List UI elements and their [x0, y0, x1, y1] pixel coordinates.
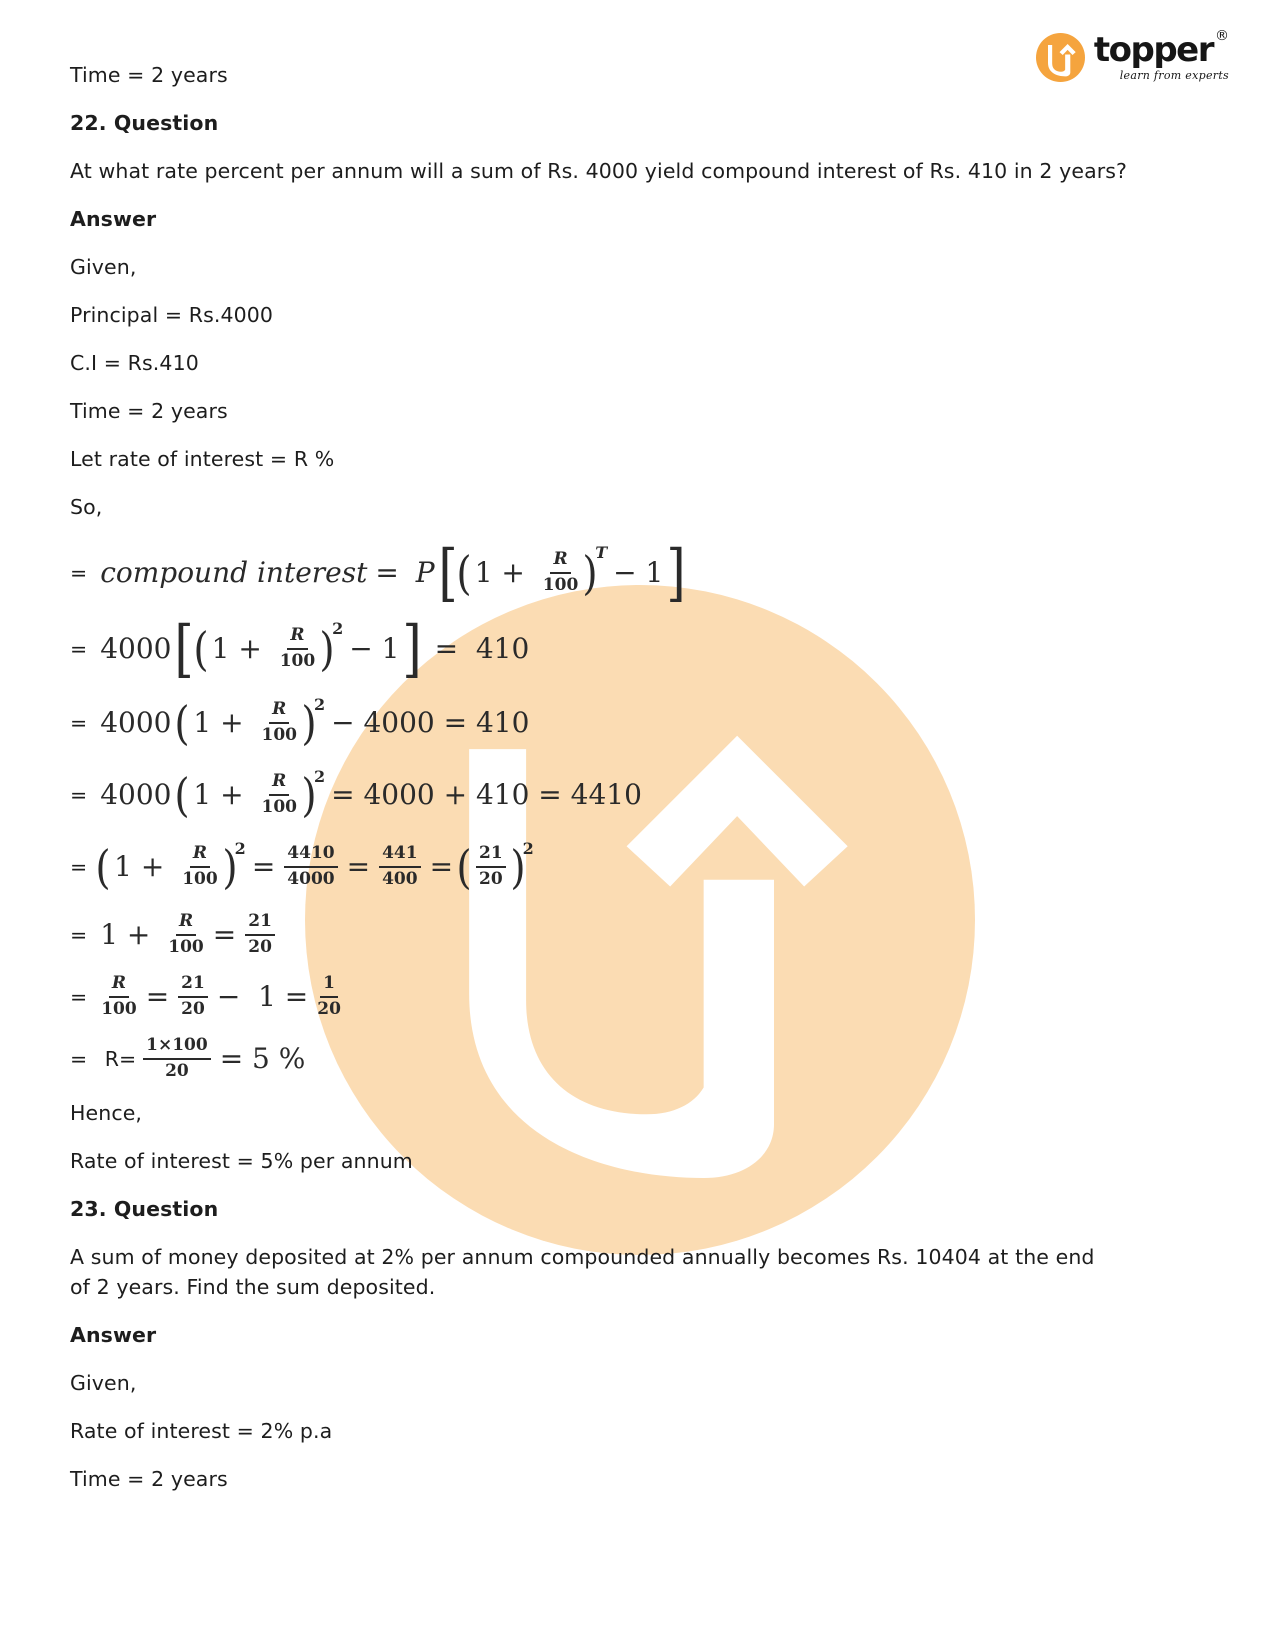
equation-line-6: = 1 + $\frac{R}{100}$ = $\frac{21}{20}$ [70, 910, 1205, 960]
equals-prefix: = [70, 985, 88, 1009]
answer-22-heading: Answer [70, 207, 157, 231]
fact-line-time-23: Time = 2 years [70, 1467, 228, 1491]
equation-line-3: = 4000 ( 1 + $\frac{R}{100}$ ) 2 − 4000 = 410 [70, 695, 530, 750]
fraction: $\frac{R}{100}$ [101, 973, 137, 1019]
equation-line-5: = ( 1 + $\frac{R}{100}$ ) 2 = $\frac{4410}{4000}$ = $\frac{441}{400}$ = ( 21 20 ) 2 [70, 839, 534, 894]
equals-prefix: = [70, 783, 88, 807]
answer-23-heading: Answer [70, 1323, 157, 1347]
brand-tagline: learn from experts [1119, 69, 1229, 82]
brand-row [1093, 28, 1229, 70]
fraction: $\frac{441}{400}$ [379, 844, 421, 889]
fact-line-principal: Principal = Rs.4000 [70, 303, 274, 327]
equals-prefix: = [70, 637, 88, 661]
fraction: $\frac{R}{100}$ [279, 625, 316, 671]
equals-prefix: = [70, 711, 88, 735]
registered-mark-icon: ® [1215, 28, 1229, 44]
question-22-heading: 22. Question [70, 111, 219, 135]
u-arrow-icon [1036, 33, 1085, 82]
fact-line-rate: Let rate of interest = R % [70, 447, 335, 471]
question-23-heading: 23. Question [70, 1197, 219, 1221]
fraction: $\frac{R}{100}$ [261, 699, 297, 745]
equation-line-1: = compound interest = P [ ( 1 + $\frac{R}{100}$ ) T − 1 ] [70, 536, 687, 610]
fraction: $\frac{R}{100}$ [182, 843, 218, 889]
hence-label: Hence, [70, 1101, 143, 1125]
equation-line-4: = 4000 ( 1 + $\frac{R}{100}$ ) 2 = 4000 + 410 = 4410 [70, 767, 642, 822]
fraction: $\frac{21}{20}$ [178, 974, 208, 1019]
fraction: $\frac{R}{100}$ [261, 771, 297, 817]
brand-text-block [1093, 28, 1229, 82]
fraction: $\frac{4410}{4000}$ [284, 844, 337, 889]
equation-line-7: = $\frac{R}{100}$ = $\frac{21}{20}$ − 1 = $\frac{1}{20}$ [70, 973, 341, 1019]
given-label-22: Given, [70, 255, 137, 279]
fact-line-ci: C.I = Rs.410 [70, 351, 199, 375]
brand-wordmark: topper [1093, 30, 1213, 70]
fraction: $\frac{R}{100}$ [168, 911, 204, 957]
fraction: $\frac{1\times 100}{20}$ [143, 1036, 211, 1081]
fraction: $\frac{R}{100}$ [542, 549, 579, 595]
equals-prefix: = [70, 855, 88, 879]
fraction: 21 20 [476, 844, 506, 889]
conclusion-22: Rate of interest = 5% per annum [70, 1149, 413, 1173]
fact-line-time: Time = 2 years [70, 399, 228, 423]
equation-line-2: = 4000 [ ( 1 + $\frac{R}{100}$ ) 2 − 1 ] = 410 [70, 612, 530, 686]
equation-line-8: = R= $\frac{1\times 100}{20}$ = 5 % [70, 1035, 306, 1081]
question-22-text: At what rate percent per annum will a sum of Rs. 4000 yield compound interest of Rs. 410 in 2 years? [70, 159, 1128, 183]
equals-prefix: = [70, 561, 88, 585]
brand-logo [1036, 28, 1229, 82]
fact-line-time-top: Time = 2 years [70, 63, 228, 87]
fraction: $\frac{1}{20}$ [317, 973, 341, 1019]
fact-line-rate-23: Rate of interest = 2% p.a [70, 1419, 333, 1443]
fraction: $\frac{21}{20}$ [245, 912, 275, 957]
so-label: So, [70, 495, 103, 519]
equals-prefix: = [70, 923, 88, 947]
question-23-text: A sum of money deposited at 2% per annum compounded annually becomes Rs. 10404 at the end of 2 years. Find the sum deposited. [70, 1245, 1095, 1299]
given-label-23: Given, [70, 1371, 137, 1395]
equals-prefix: = [70, 1047, 88, 1071]
